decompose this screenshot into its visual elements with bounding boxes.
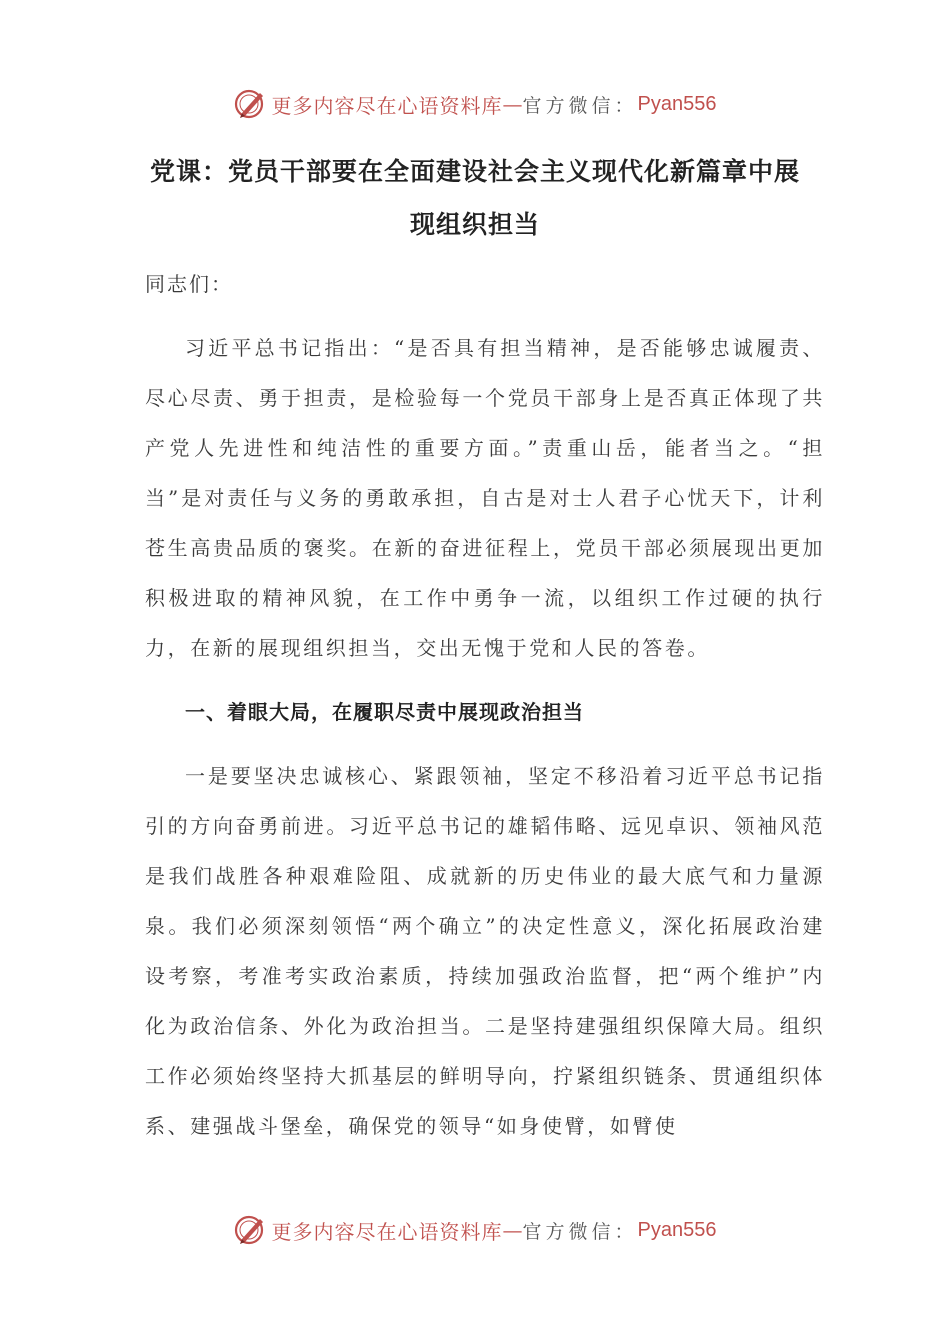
document-body	[145, 259, 825, 1151]
footer-banner	[0, 1210, 950, 1250]
header-banner	[0, 84, 950, 124]
paragraph-2: 一是要坚决忠诚核心、紧跟领袖，坚定不移沿着习近平总书记指引的方向奋勇前进。习近平总书记的雄韬伟略、远见卓识、领袖风范是我们战胜各种艰难险阻、成就新的历史伟业的最大底气和力量源泉。我们必须深刻领悟“两个确立”的决定性意义，深化拓展政治建设考察，考准考实政治素质，持续加强政治监督，把“两个维护”内化为政治信条、外化为政治担当。二是坚持建强组织保障大局。组织工作必须始终坚持大抓基层的鲜明导向，拧紧组织链条、贯通组织体系、建强战斗堡垒，确保党的领导“如身使臂，如臂使	[145, 764, 825, 1138]
banner-main-text: 更多内容尽在心语资料库	[271, 1219, 503, 1244]
pen-logo-icon	[234, 87, 268, 121]
title-line-2: 现组织担当	[409, 210, 540, 239]
banner-dash: —	[502, 1218, 523, 1242]
pen-logo-icon	[234, 1213, 268, 1247]
banner-wechat-id: Pyan556	[637, 92, 717, 115]
document-title	[145, 145, 805, 251]
banner-wechat-id: Pyan556	[637, 1218, 717, 1241]
salutation: 同志们：	[145, 272, 233, 296]
paragraph-1: 习近平总书记指出：“是否具有担当精神，是否能够忠诚履责、尽心尽责、勇于担责，是检验每一个党员干部身上是否真正体现了共产党人先进性和纯洁性的重要方面。”责重山岳，能者当之。“担当”是对责任与义务的勇敢承担，自古是对士人君子心忧天下，计利苍生高贵品质的褒奖。在新的奋进征程上，党员干部必须展现出更加积极进取的精神风貌，在工作中勇争一流，以组织工作过硬的执行力，在新的展现组织担当，交出无愧于党和人民的答卷。	[145, 336, 825, 660]
title-line-1: 党课：党员干部要在全面建设社会主义现代化新篇章中展	[149, 157, 800, 186]
section-heading-1: 一、着眼大局，在履职尽责中展现政治担当	[185, 700, 584, 724]
banner-sub-text: 官方微信：	[522, 94, 638, 117]
banner-main-text: 更多内容尽在心语资料库	[271, 93, 503, 118]
banner-sub-text: 官方微信：	[522, 1220, 638, 1243]
banner-dash: —	[502, 92, 523, 116]
